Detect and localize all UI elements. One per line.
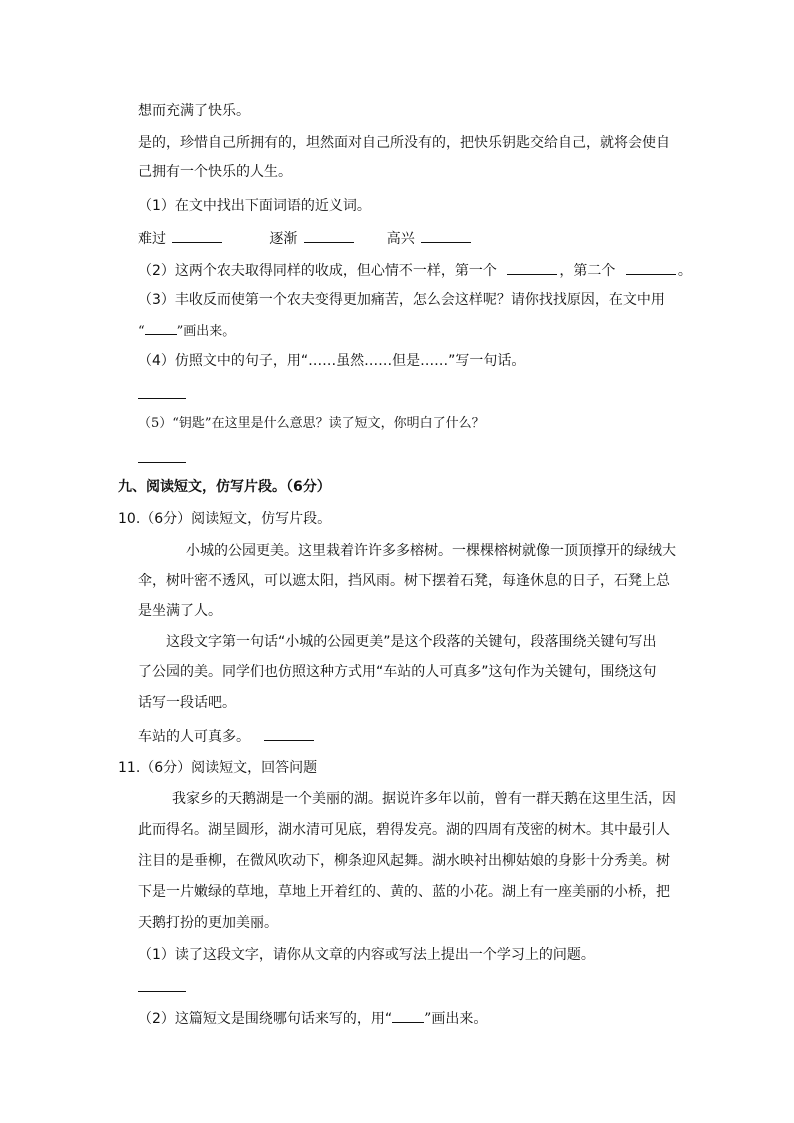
underline-mark [392, 1008, 424, 1023]
instruction-10-line-3: 话写一段话吧。 [138, 695, 236, 711]
answer-blank[interactable] [304, 228, 354, 243]
passage-10-line-2: 伞，树叶密不透风，可以遮太阳，挡风雨。树下摆着石凳，每逢休息的日子，石凳上总 [138, 573, 670, 589]
question-9-3: （3）丰收反而使第一个农夫变得更加痛苦，怎么会这样呢？请你找找原因，在文中用 [138, 292, 665, 308]
answer-line[interactable] [138, 398, 186, 399]
answer-blank[interactable] [507, 260, 557, 275]
paragraph-last-line-1: 是的，珍惜自己所拥有的，坦然面对自己所没有的，把快乐钥匙交给自己，就将会使自 [138, 135, 670, 151]
question-11-1: （1）读了这段文字，请你从文章的内容或写法上提出一个学习上的问题。 [138, 947, 595, 963]
passage-11-line-3: 注目的是垂柳，在微风吹动下，柳条迎风起舞。湖水映衬出柳姑娘的身影十分秀美。树 [138, 853, 670, 869]
answer-blank[interactable] [264, 726, 314, 741]
passage-11-line-4: 下是一片嫩绿的草地，草地上开着红的、黄的、蓝的小花。湖上有一座美丽的小桥，把 [138, 884, 670, 900]
question-9-2-text-c: 。 [677, 263, 692, 279]
underline-mark [145, 320, 177, 335]
word-3: 高兴 [386, 231, 415, 247]
passage-11-line-2: 此而得名。湖呈圆形，湖水清可见底，碧得发亮。湖的四周有茂密的树木。其中最引人 [138, 822, 670, 838]
question-11-2 [138, 1008, 487, 1029]
word-1: 难过 [138, 231, 166, 247]
question-9-2-text: （2）这两个农夫取得同样的收成，但心情不一样，第一个 [138, 263, 497, 279]
question-9-1: （1）在文中找出下面词语的近义词。 [138, 198, 371, 214]
question-10-answer [138, 726, 316, 747]
question-11-2-text: （2）这篇短文是围绕哪句话来写的，用“ [138, 1011, 393, 1027]
question-11-2-text-b: ”画出来。 [424, 1011, 488, 1027]
question-9-3-mark [138, 320, 235, 342]
quote-open: “ [138, 324, 145, 339]
answer-line[interactable] [138, 991, 186, 992]
quote-close-text: ”画出来。 [176, 324, 236, 339]
instruction-10-line-2: 了公园的美。同学们也仿照这种方式用“车站的人可真多”这句作为关键句，围绕这句 [138, 664, 657, 680]
question-10-heading: 10.（6分）阅读短文，仿写片段。 [118, 511, 332, 527]
word-2: 逐渐 [269, 231, 298, 247]
question-9-4: （4）仿照文中的句子，用“……虽然……但是……”写一句话。 [138, 353, 526, 369]
answer-blank[interactable] [421, 228, 471, 243]
passage-10-line-1: 小城的公园更美。这里栽着许许多多榕树。一棵棵榕树就像一顶顶撑开的绿绒大 [186, 543, 676, 559]
question-9-5: （5）“钥匙”在这里是什么意思？读了短文，你明白了什么？ [138, 416, 485, 431]
instruction-10-line-1: 这段文字第一句话“小城的公园更美”是这个段落的关键句，段落围绕关键句写出 [166, 634, 657, 650]
question-11-heading: 11.（6分）阅读短文，回答问题 [118, 760, 318, 776]
question-9-1-words [138, 228, 473, 249]
passage-11-line-1: 我家乡的天鹅湖是一个美丽的湖。据说许多年以前，曾有一群天鹅在这里生活，因 [172, 791, 676, 807]
section-heading-9: 九、阅读短文，仿写片段。（6分） [118, 479, 331, 495]
passage-11-line-5: 天鹅打扮的更加美丽。 [138, 915, 278, 931]
question-9-2 [138, 260, 692, 281]
answer-blank[interactable] [626, 260, 676, 275]
paragraph-end: 想而充满了快乐。 [138, 103, 250, 119]
question-9-2-text-b: ，第二个 [559, 263, 616, 279]
paragraph-last-line-2: 己拥有一个快乐的人生。 [138, 164, 292, 180]
answer-prompt: 车站的人可真多。 [138, 729, 250, 745]
answer-blank[interactable] [172, 228, 222, 243]
passage-10-line-3: 是坐满了人。 [138, 603, 222, 619]
answer-line[interactable] [138, 462, 186, 463]
